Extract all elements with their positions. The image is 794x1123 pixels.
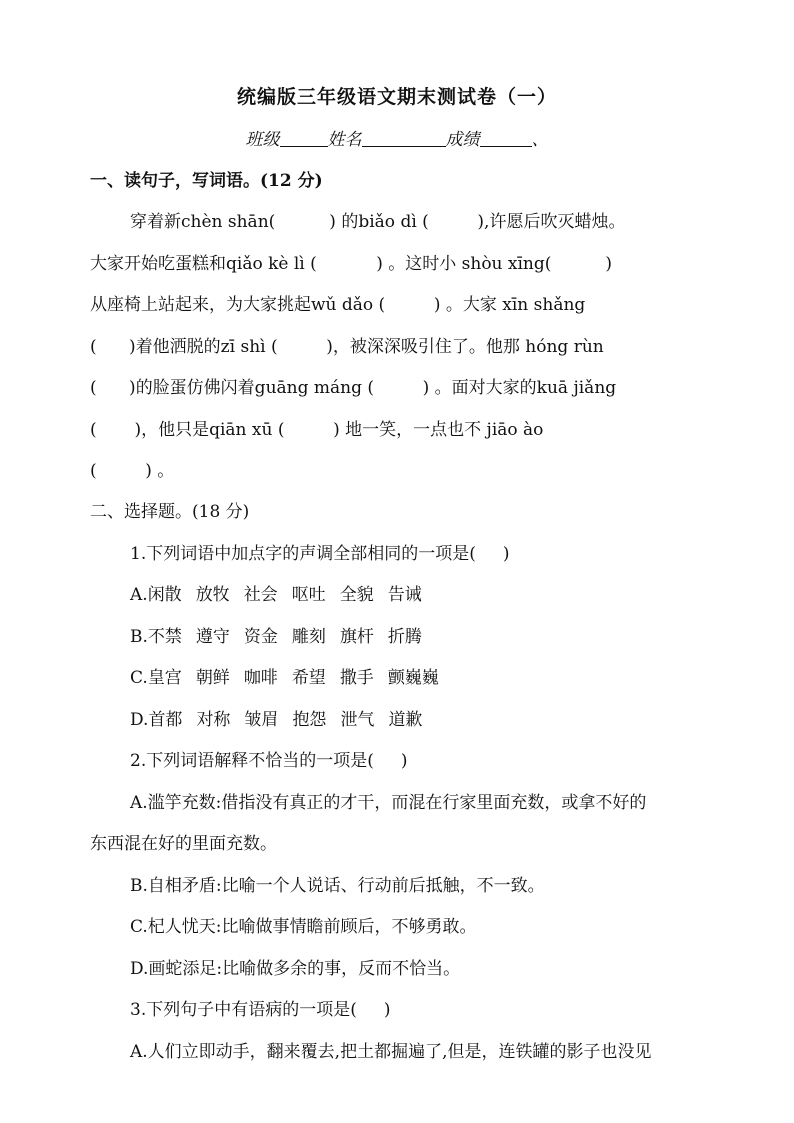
question-2: 2.下列词语解释不恰当的一项是( ) bbox=[130, 751, 408, 771]
option-letter: B. bbox=[130, 627, 148, 647]
score-label: 成绩 bbox=[445, 130, 480, 150]
option-word: 遵守 bbox=[195, 627, 230, 647]
option-word: 全貌 bbox=[339, 585, 374, 605]
option-word: 首都 bbox=[148, 710, 183, 730]
option-word: 雕刻 bbox=[291, 627, 326, 647]
page-title: 统编版三年级语文期末测试卷（一） bbox=[236, 86, 557, 108]
class-label: 班级 bbox=[245, 130, 280, 150]
option-word: 抱怨 bbox=[292, 710, 327, 730]
name-label: 姓名 bbox=[327, 130, 362, 150]
option-word: 放牧 bbox=[195, 585, 230, 605]
option-word: 道歉 bbox=[388, 710, 423, 730]
question-3: 3.下列句子中有语病的一项是( ) bbox=[130, 1000, 391, 1020]
option-word: 闲散 bbox=[147, 585, 182, 605]
option-word: 希望 bbox=[291, 668, 326, 688]
option-word: 颤巍巍 bbox=[387, 668, 439, 688]
q2-option-a[interactable]: A.滥竽充数:借指没有真正的才干，而混在行家里面充数，或拿不好的 bbox=[130, 793, 647, 813]
section1-line: ( )的脸蛋仿佛闪着guāng máng ( ) 。面对大家的kuā jiǎng bbox=[90, 378, 617, 398]
section2-heading: 二、选择题。(18 分) bbox=[90, 502, 250, 522]
option-word: 泄气 bbox=[340, 710, 375, 730]
section1-line: ( ) 。 bbox=[90, 461, 175, 481]
option-word: 对称 bbox=[196, 710, 231, 730]
option-word: 呕吐 bbox=[291, 585, 326, 605]
section1-line: 大家开始吃蛋糕和qiǎo kè lì ( ) 。这时小 shòu xīng( ) bbox=[90, 254, 613, 274]
q1-option-b[interactable] bbox=[130, 626, 436, 648]
section1-line: 穿着新chèn shān( ) 的biǎo dì ( ),许愿后吹灭蜡烛。 bbox=[130, 212, 626, 232]
q2-option-b[interactable]: B.自相矛盾:比喻一个人说话、行动前后抵触，不一致。 bbox=[130, 876, 545, 896]
section1-line: 从座椅上站起来，为大家挑起wǔ dǎo ( ) 。大家 xīn shǎng bbox=[90, 295, 586, 315]
option-word: 不禁 bbox=[147, 627, 182, 647]
option-word: 皇宫 bbox=[147, 668, 182, 688]
info-trailing-mark: 、 bbox=[531, 130, 549, 150]
option-word: 资金 bbox=[243, 627, 278, 647]
q2-option-c[interactable]: C.杞人忧天:比喻做事情瞻前顾后，不够勇敢。 bbox=[130, 917, 477, 937]
q1-option-a[interactable] bbox=[130, 584, 436, 606]
option-word: 告诫 bbox=[387, 585, 422, 605]
option-letter: C. bbox=[130, 668, 148, 688]
q2-option-a-continued: 东西混在好的里面充数。 bbox=[90, 834, 277, 854]
option-word: 皱眉 bbox=[244, 710, 279, 730]
name-blank[interactable] bbox=[362, 130, 446, 147]
option-word: 撒手 bbox=[339, 668, 374, 688]
section1-line: ( )，他只是qiān xū ( ) 地一笑，一点也不 jiāo ào bbox=[90, 420, 544, 440]
q3-option-a[interactable]: A.人们立即动手，翻来覆去,把土都掘遍了,但是，连铁罐的影子也没见 bbox=[130, 1042, 652, 1062]
q1-option-c[interactable] bbox=[130, 667, 453, 689]
option-letter: A. bbox=[130, 585, 148, 605]
score-blank[interactable] bbox=[480, 130, 532, 147]
q2-option-d[interactable]: D.画蛇添足:比喻做多余的事，反而不恰当。 bbox=[130, 959, 461, 979]
option-word: 折腾 bbox=[387, 627, 422, 647]
option-word: 朝鲜 bbox=[195, 668, 230, 688]
option-word: 旗杆 bbox=[339, 627, 374, 647]
section1-line: ( )着他洒脱的zī shì ( )，被深深吸引住了。他那 hóng rùn bbox=[90, 337, 604, 357]
class-blank[interactable] bbox=[280, 130, 328, 147]
option-word: 社会 bbox=[243, 585, 278, 605]
question-1: 1.下列词语中加点字的声调全部相同的一项是( ) bbox=[130, 544, 510, 564]
q1-option-d[interactable] bbox=[130, 709, 436, 731]
option-word: 咖啡 bbox=[243, 668, 278, 688]
student-info-line bbox=[0, 129, 794, 151]
option-letter: D. bbox=[130, 710, 149, 730]
section1-heading: 一、读句子，写词语。(12 分) bbox=[90, 171, 323, 191]
